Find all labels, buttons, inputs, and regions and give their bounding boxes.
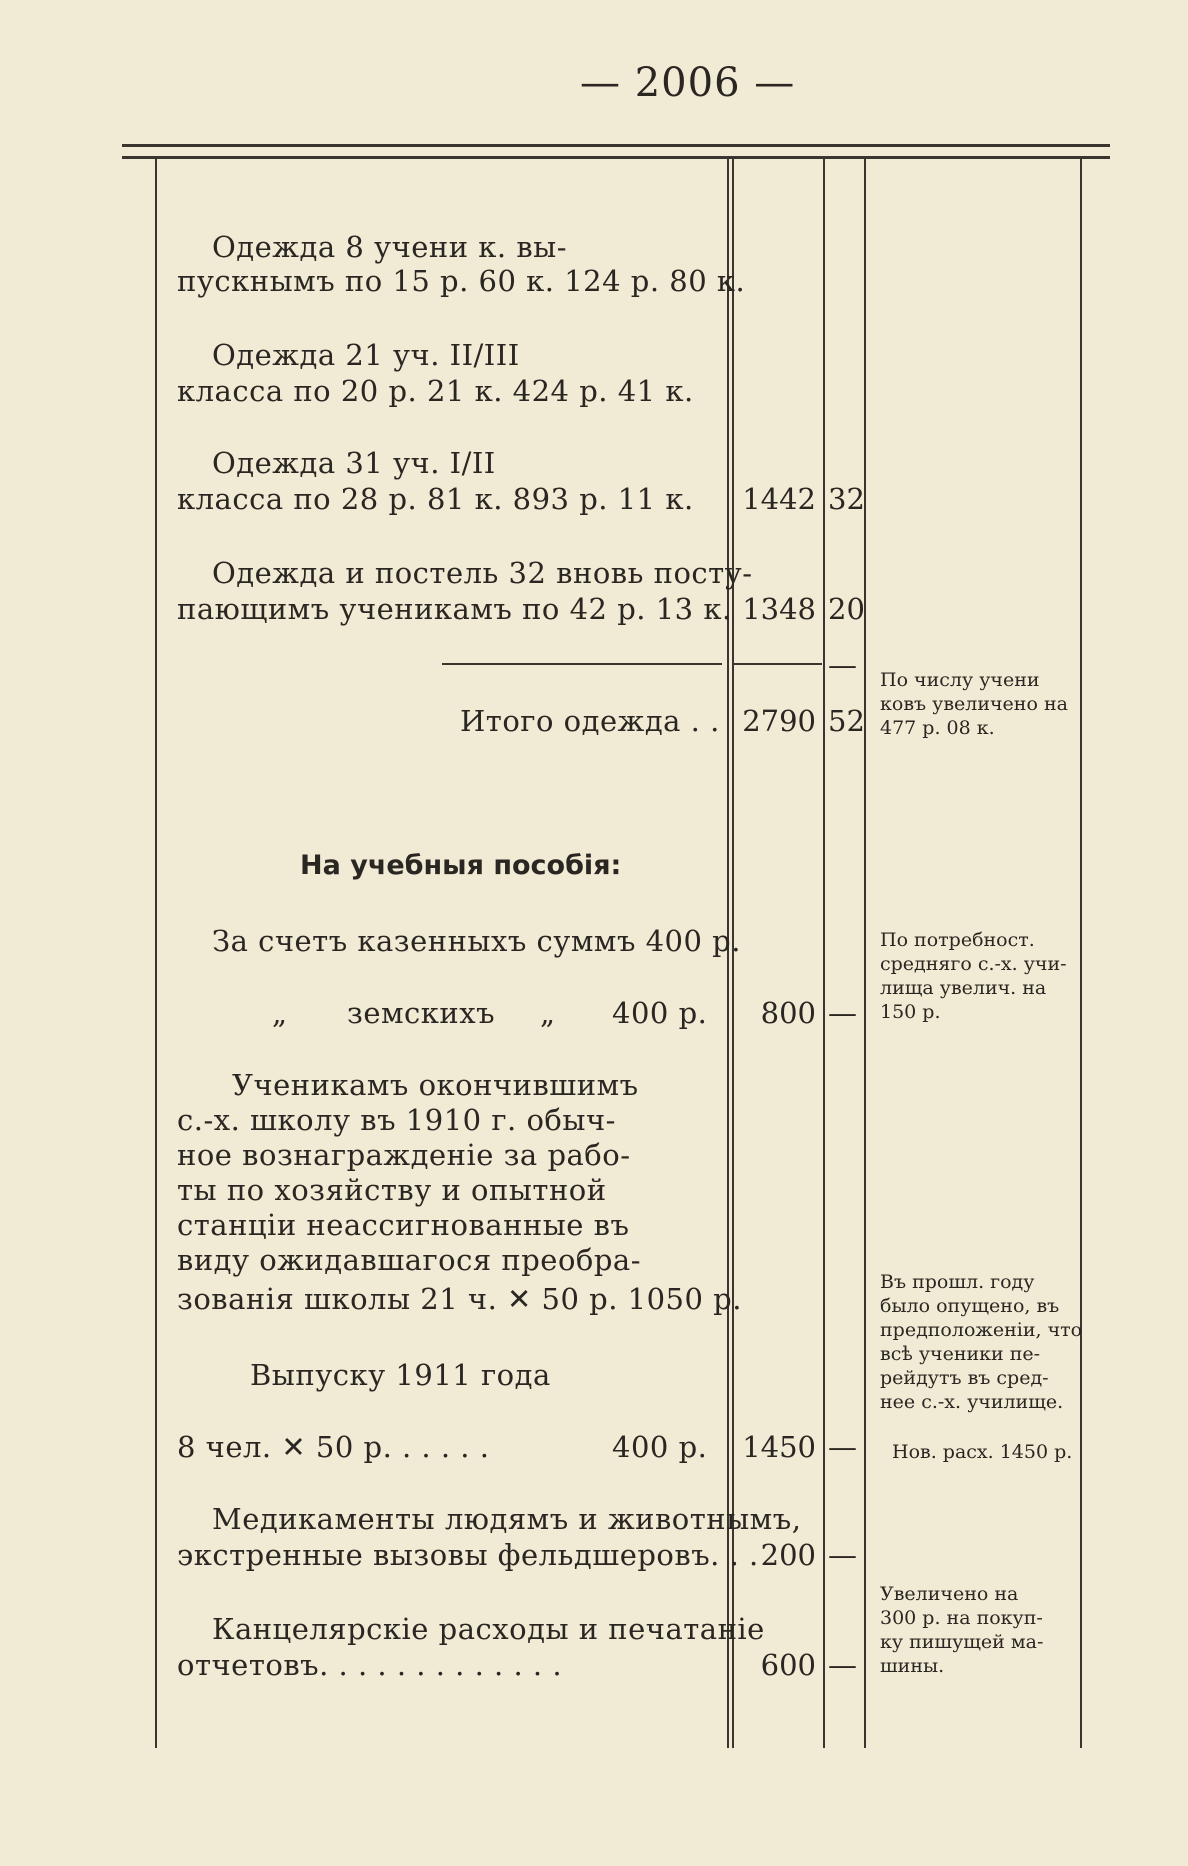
amount-kopecks-1: 32: [828, 482, 865, 516]
amount-rubles-5: 200: [760, 1538, 816, 1572]
graduation-line-1: Выпуску 1911 года: [250, 1358, 551, 1392]
right-border-rule: [1080, 158, 1082, 1748]
aids-zemstvo-amount: 400 р.: [612, 996, 708, 1030]
clothing-line-4b: пающимъ ученикамъ по 42 р. 13 к.: [177, 592, 732, 626]
aids-line-1: За счетъ казенныхъ суммъ 400 р.: [212, 924, 741, 958]
graduation-line-2: 8 чел. ✕ 50 р. . . . . .: [177, 1430, 490, 1464]
amount-kopecks-5: —: [828, 1538, 857, 1572]
clothing-line-1a: Одежда 8 учени к. вы-: [212, 230, 568, 264]
medicine-line-1: Медикаменты людямъ и животнымъ,: [212, 1502, 802, 1536]
office-line-2: отчетовъ. . . . . . . . . . . . .: [177, 1648, 563, 1682]
amount-rubles-2: 1348: [742, 592, 816, 626]
amount-kopecks-6: —: [828, 1648, 857, 1682]
note-new-expense: Нов. расх. 1450 р.: [892, 1441, 1073, 1463]
subtotal-rule-text: [442, 663, 722, 665]
note-office: Увеличено на 300 р. на покуп- ку пишущей ма- шины.: [880, 1583, 1044, 1677]
section-heading: На учебныя пособія:: [300, 850, 622, 881]
clothing-line-1b: пускнымъ по 15 р. 60 к. 124 р. 80 к.: [177, 264, 746, 298]
amount-kopecks-4: —: [828, 1430, 857, 1464]
left-border-rule-lower: [155, 880, 157, 1748]
amount-rubles-6: 600: [760, 1648, 816, 1682]
office-line-1: Канцелярскіе расходы и печатаніе: [212, 1612, 765, 1646]
reward-line-2: с.-х. школу въ 1910 г. обыч-: [177, 1103, 616, 1137]
page-number: — 2006 —: [580, 60, 796, 106]
amount-kopecks-3: —: [828, 996, 857, 1030]
clothing-line-2a: Одежда 21 уч. II/III: [212, 338, 520, 372]
reward-line-6: виду ожидавшагося преобра-: [177, 1243, 642, 1277]
notes-column-rule: [864, 158, 866, 1748]
amount-kopecks-2: 20: [828, 592, 865, 626]
reward-line-1: Ученикамъ окончившимъ: [232, 1068, 639, 1102]
aids-ditto-1: „: [272, 996, 288, 1030]
reward-line-3: ное вознагражденіе за рабо-: [177, 1138, 631, 1172]
total-rubles: 2790: [742, 704, 816, 738]
reward-line-4: ты по хозяйству и опытной: [177, 1173, 607, 1207]
clothing-line-3b: класса по 28 р. 81 к. 893 р. 11 к.: [177, 482, 694, 516]
note-aids: По потребност. средняго с.-х. учи- лища увелич. на 150 р.: [880, 929, 1067, 1023]
clothing-line-2b: класса по 20 р. 21 к. 424 р. 41 к.: [177, 374, 694, 408]
amount-rubles-1: 1442: [742, 482, 816, 516]
graduation-amount: 400 р.: [612, 1430, 708, 1464]
reward-line-7: зованія школы 21 ч. ✕ 50 р. 1050 р.: [177, 1282, 742, 1316]
aids-zemstvo-label: земскихъ: [347, 996, 496, 1030]
note-reward: Въ прошл. году было опущено, въ предположеніи, что всѣ ученики пе- рейдутъ въ сред- нее с.-х. училище.: [880, 1271, 1083, 1413]
medicine-line-2: экстренные вызовы фельдшеровъ. . .: [177, 1538, 759, 1572]
clothing-line-3a: Одежда 31 уч. I/II: [212, 446, 496, 480]
total-kopecks: 52: [828, 704, 865, 738]
note-clothing: По числу учени ковъ увеличено на 477 р. 08 к.: [880, 669, 1068, 739]
aids-ditto-2: „: [540, 996, 556, 1030]
clothing-line-4a: Одежда и постель 32 вновь посту-: [212, 556, 753, 590]
subtotal-rule-amount: [732, 663, 822, 665]
amount-rubles-4: 1450: [742, 1430, 816, 1464]
amount-dash: —: [828, 648, 857, 682]
reward-line-5: станціи неассигнованные въ: [177, 1208, 630, 1242]
left-border-rule: [155, 158, 157, 883]
top-double-rule: [122, 144, 1110, 159]
kopeck-column-rule: [823, 158, 825, 1748]
total-clothing-label: Итого одежда . .: [460, 704, 720, 738]
amount-rubles-3: 800: [760, 996, 816, 1030]
